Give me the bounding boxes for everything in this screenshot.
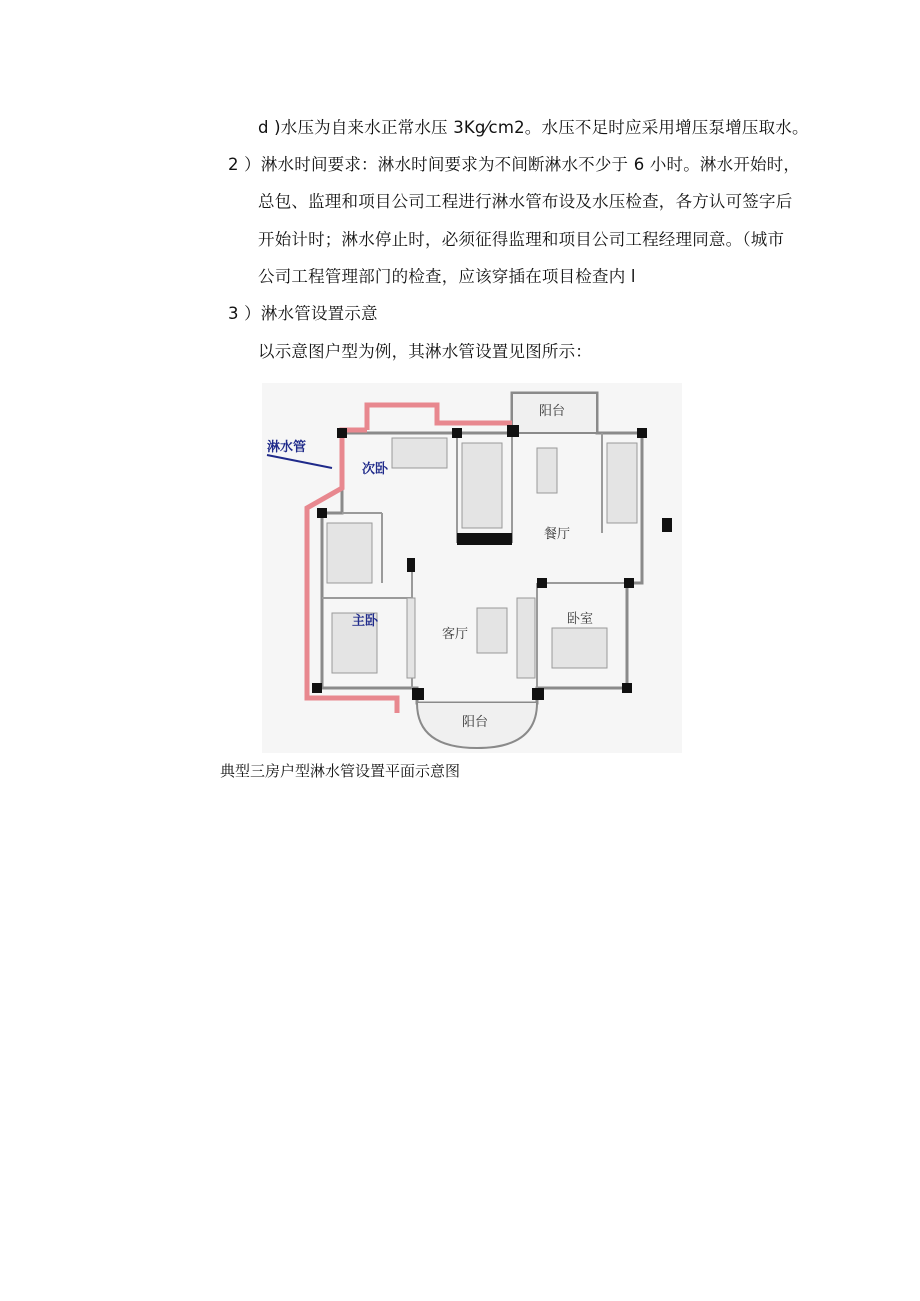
paragraph-pipe-layout-intro: 以示意图户型为例，其淋水管设置见图所示： [258, 342, 592, 361]
paragraph-pipe-layout-heading: 3 ）淋水管设置示意 [228, 304, 378, 323]
room-label-top-balcony: 阳台 [539, 404, 566, 419]
floor-plan-figure [262, 383, 682, 753]
room-label-second-bedroom: 次卧 [362, 462, 389, 477]
room-label-living: 客厅 [442, 627, 469, 642]
paragraph-spray-time-body-2: 开始计时；淋水停止时，必须征得监理和项目公司工程经理同意。（城市 [258, 230, 785, 249]
paragraph-water-pressure: d )水压为自来水正常水压 3Kg⁄cm2。水压不足时应采用增压泵增压取水。 [258, 118, 809, 137]
pipe-label: 淋水管 [267, 440, 307, 455]
room-label-dining: 餐厅 [544, 527, 571, 542]
paragraph-spray-time-body-1: 总包、监理和项目公司工程进行淋水管布设及水压检查，各方认可签字后 [258, 192, 793, 211]
room-label-bottom-balcony: 阳台 [462, 715, 489, 730]
room-label-master-bedroom: 主卧 [352, 614, 379, 629]
paragraph-spray-time-body-3: 公司工程管理部门的检查，应该穿插在项目检查内 l [258, 267, 636, 286]
room-label-bedroom: 卧室 [567, 612, 594, 627]
paragraph-spray-time-heading: 2 ）淋水时间要求：淋水时间要求为不间断淋水不少于 6 小时。淋水开始时， [228, 155, 801, 174]
figure-caption: 典型三房户型淋水管设置平面示意图 [220, 762, 461, 780]
